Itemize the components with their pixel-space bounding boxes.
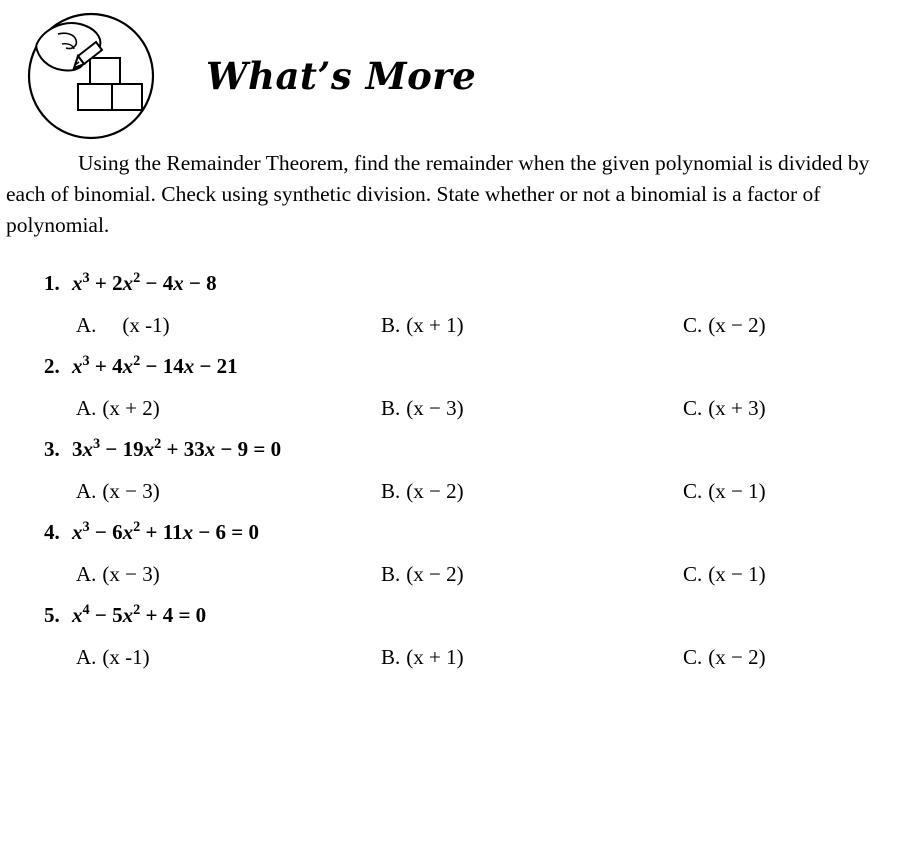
choice-b-label: B. [381,645,401,669]
question-number: 5. [44,603,60,627]
choice-b-label: B. [381,562,401,586]
choice-c[interactable] [683,396,766,421]
choice-a-label: A. [76,313,97,337]
choice-a[interactable] [76,479,381,504]
question-number: 4. [44,520,60,544]
choice-a-label: A. [76,562,97,586]
choice-a-value: (x − 3) [102,562,160,586]
question-line [0,603,913,628]
section-header [0,0,913,140]
choice-a[interactable] [76,396,381,421]
choice-c[interactable] [683,479,766,504]
question-expression: $x^3 - 6x^2 + 11x - 6 = 0$ [72,519,259,544]
question-number: 1. [44,271,60,295]
choice-row [0,396,913,421]
choice-b[interactable] [381,396,683,421]
choice-row [0,645,913,670]
choice-c-value: (x − 2) [708,645,766,669]
hand-writing-blocks-icon [18,12,164,140]
choice-c[interactable] [683,645,766,670]
question-number: 3. [44,437,60,461]
choice-row [0,479,913,504]
question-item [0,271,913,338]
question-expression: $x^3 + 4x^2 - 14x - 21$ [72,353,238,378]
choice-b-value: (x − 2) [406,562,464,586]
choice-a-value: (x -1) [102,645,150,669]
question-line [0,520,913,545]
question-line [0,437,913,462]
choice-a[interactable] [76,645,381,670]
choice-row [0,562,913,587]
question-line [0,354,913,379]
choice-a-label: A. [76,479,97,503]
choice-c-label: C. [683,562,703,586]
question-list [0,241,913,670]
question-number: 2. [44,354,60,378]
choice-c[interactable] [683,313,766,338]
choice-a-label: A. [76,645,97,669]
page-title: What’s More [206,54,477,98]
choice-a-label: A. [76,396,97,420]
choice-b-value: (x + 1) [406,313,464,337]
question-item [0,354,913,421]
choice-a[interactable] [76,562,381,587]
choice-c-label: C. [683,313,703,337]
choice-b-value: (x + 1) [406,645,464,669]
instructions-paragraph [0,140,913,241]
choice-b[interactable] [381,313,683,338]
choice-b[interactable] [381,562,683,587]
question-item [0,437,913,504]
choice-b-value: (x − 3) [406,396,464,420]
question-line [0,271,913,296]
choice-b-label: B. [381,479,401,503]
choice-b-label: B. [381,313,401,337]
choice-b-label: B. [381,396,401,420]
choice-c-label: C. [683,645,703,669]
choice-a-value: (x + 2) [102,396,160,420]
choice-a[interactable] [76,313,381,338]
question-item [0,603,913,670]
choice-b[interactable] [381,479,683,504]
choice-c-label: C. [683,396,703,420]
choice-row [0,313,913,338]
choice-b-value: (x − 2) [406,479,464,503]
choice-c-value: (x + 3) [708,396,766,420]
choice-a-value: (x − 3) [102,479,160,503]
choice-a-value: (x -1) [122,313,170,337]
choice-c-value: (x − 1) [708,562,766,586]
choice-c-label: C. [683,479,703,503]
question-expression: $x^4 - 5x^2 + 4 = 0$ [72,602,207,627]
question-item [0,520,913,587]
choice-b[interactable] [381,645,683,670]
question-expression: $x^3 + 2x^2 - 4x - 8$ [72,270,217,295]
choice-c-value: (x − 1) [708,479,766,503]
choice-c-value: (x − 2) [708,313,766,337]
question-expression: $3x^3 - 19x^2 + 33x - 9 = 0$ [72,436,282,461]
instructions-text: Using the Remainder Theorem, find the remainder when the given polynomial is divided by each of binomial. Check using synthetic division. State whether or not a binomial is a factor of polynomial. [6,151,870,237]
choice-c[interactable] [683,562,766,587]
